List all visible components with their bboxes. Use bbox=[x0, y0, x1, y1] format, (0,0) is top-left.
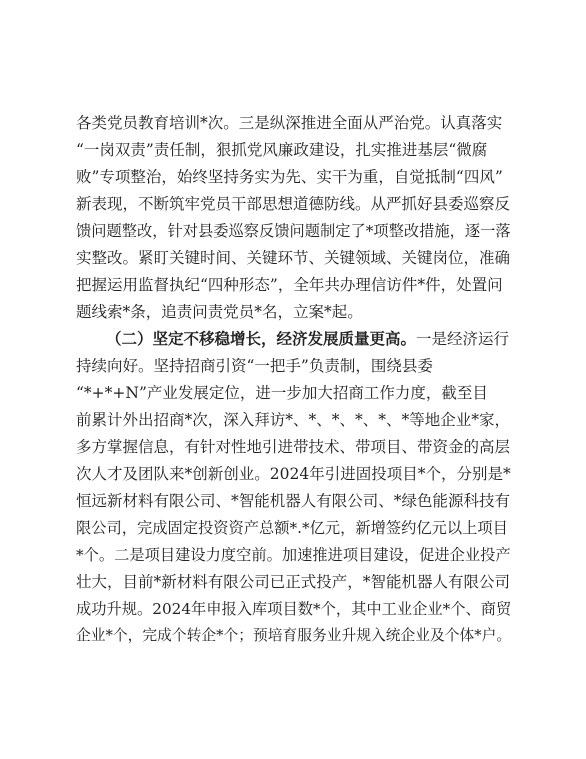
body-line: 恒远新材料有限公司、*智能机器人有限公司、*绿色能源科技有 bbox=[76, 492, 511, 510]
body-line: 各类党员教育培训*次。三是纵深推进全面从严治党。认真落实 bbox=[76, 114, 503, 132]
body-line: 馈问题整改，针对县委巡察反馈问题制定了*项整改措施，逐一落 bbox=[76, 222, 511, 240]
body-line: 把握运用监督执纪“四种形态”，全年共办理信访件*件，处置问 bbox=[76, 276, 503, 294]
body-line: 新表现，不断筑牢党员干部思想道德防线。从严抓好县委巡察反 bbox=[76, 195, 511, 213]
section-heading-line bbox=[106, 329, 509, 349]
body-line: 实整改。紧盯关键时间、关键环节、关键领域、关键岗位，准确 bbox=[76, 249, 511, 267]
section-heading: （二）坚定不移稳增长，经济发展质量更高。 bbox=[106, 329, 417, 348]
body-line: “一岗双责”责任制，狠抓党风廉政建设，扎实推进基层“微腐 bbox=[76, 141, 488, 159]
body-line: 成功升规。2024年申报入库项目数*个，其中工业企业*个、商贸 bbox=[76, 600, 512, 618]
body-line: 持续向好。坚持招商引资“一把手”负责制，围绕县委 bbox=[76, 357, 433, 375]
body-line: 壮大，目前*新材料有限公司已正式投产，*智能机器人有限公司 bbox=[76, 573, 511, 591]
body-line: 企业*个，完成个转企*个；预培育服务业升规入统企业及个体*户。 bbox=[76, 627, 512, 644]
body-line: 多方掌握信息，有针对性地引进带技术、带项目、带资金的高层 bbox=[76, 438, 511, 456]
body-line: 次人才及团队来*创新创业。2024年引进固投项目*个，分别是* bbox=[76, 465, 511, 483]
body-line: “*+*+N”产业发展定位，进一步加大招商工作力度，截至目 bbox=[76, 384, 488, 402]
body-line: 前累计外出招商*次，深入拜访*、*、*、*、*、*等地企业*家， bbox=[76, 411, 511, 429]
body-line: *个。二是项目建设力度空前。加速推进项目建设，促进企业投产 bbox=[76, 546, 511, 564]
body-line: 限公司，完成固定投资资产总额*.*亿元，新增签约亿元以上项目 bbox=[76, 519, 508, 537]
body-line: 败”专项整治，始终坚持务实为先、实干为重，自觉抵制“四风” bbox=[76, 168, 503, 186]
section-heading-continuation: 一是经济运行 bbox=[416, 330, 510, 348]
body-line: 题线索*条，追责问责党员*名，立案*起。 bbox=[76, 303, 363, 321]
